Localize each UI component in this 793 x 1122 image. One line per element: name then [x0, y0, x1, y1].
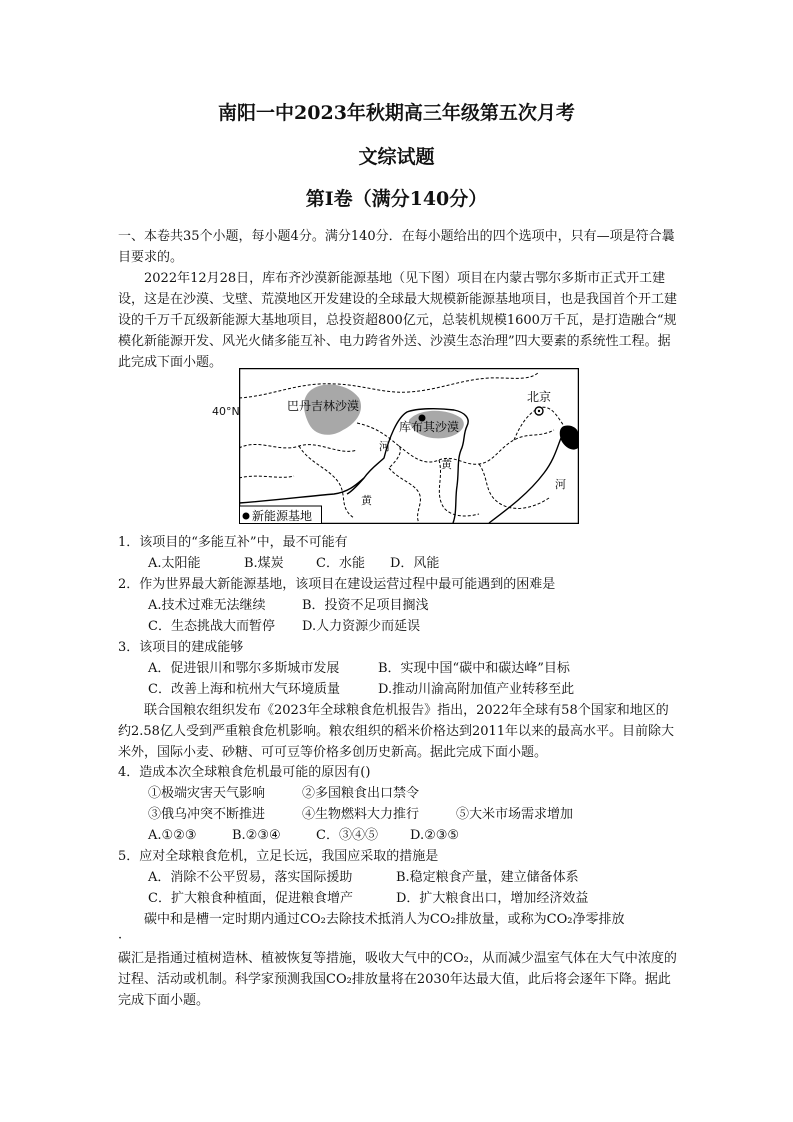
- passage-2: 联合国粮农组织发布《2023年全球粮食危机报告》指出，2022年全球有58个国家和地区的约2.58亿人受到严重粮食危机影响。粮农组织的稻米价格达到2011年以来的最高水平。目前除大米外，国际小麦、砂糖、可可豆等价格多创历史新高。据此完成下面小题。: [118, 703, 675, 760]
- q3-option-d: D.推动川渝高附加值产业转移至此: [378, 682, 575, 697]
- q2-option-b: B．投资不足项目搁浅: [302, 598, 429, 613]
- q4-item-3: ③俄乌冲突不断推进: [148, 807, 266, 822]
- q4-option-b: B.②③④: [232, 828, 281, 843]
- q4-item-2: ②多国粮食出口禁令: [302, 786, 420, 801]
- map-label-beijing: 北京: [527, 390, 552, 404]
- passage-3-body: 碳汇是指通过植树造林、植被恢复等措施，吸收大气中的CO₂，从而减少温室气体在大气中浓度的过程、活动或机制。科学家预测我国CO₂排放量将在2030年达最大值，此后将会逐年下降。据此完成下面小题。: [118, 951, 677, 1008]
- q1-option-c: C．水能: [316, 556, 365, 571]
- q4-item-5: ⑤大米市场需求增加: [456, 807, 574, 822]
- exam-title: 南阳一中2023年秋期高三年级第五次月考: [218, 102, 575, 124]
- q4-option-c: C．③④⑤: [316, 828, 378, 843]
- subject-title: 文综试题: [358, 146, 435, 168]
- q2-stem: 2．作为世界最大新能源基地，该项目在建设运营过程中最可能遇到的困难是: [118, 577, 556, 592]
- q2-option-a: A.技术过难无法继续: [148, 598, 266, 613]
- q5-option-c: C．扩大粮食种植面，促进粮食增产: [148, 891, 353, 906]
- map-label-river-he1: 河: [379, 440, 390, 453]
- q1-option-d: D．风能: [390, 556, 440, 571]
- q4-item-4: ④生物燃料大力推行: [302, 807, 420, 822]
- q2-option-c: C．生态挑战大而暂停: [148, 619, 275, 634]
- map-latitude-label: 40°N: [212, 405, 240, 418]
- q5-stem: 5．应对全球粮食危机，立足长远，我国应采取的措施是: [118, 849, 439, 864]
- map-figure: [239, 368, 579, 524]
- q4-stem: 4．造成本次全球粮食危机最可能的原因有(): [118, 765, 371, 780]
- q5-option-b: B.稳定粮食产量，建立储备体系: [396, 870, 579, 885]
- passage-3-line-1: 碳中和是槽一定时期内通过CO₂去除技术抵消人为CO₂排放量，或称为CO₂净零排放: [144, 912, 625, 927]
- q3-stem: 3．该项目的建成能够: [118, 640, 244, 655]
- q1-option-b: B.煤炭: [244, 556, 284, 571]
- map-legend-label: 新能源基地: [252, 509, 313, 523]
- map-label-kubuqi: 库布其沙漠: [399, 420, 460, 434]
- q4-option-d: D.②③⑤: [410, 828, 460, 843]
- instructions: 一、本卷共35个小题，每小题4分。满分140分．在每小题给出的四个选项中，只有—项是符合曩目要求的。: [118, 229, 675, 265]
- map-label-badain: 巴丹吉林沙漠: [287, 399, 360, 413]
- q3-option-c: C．改善上海和杭州大气环境质量: [148, 682, 340, 697]
- legend-dot-icon: [243, 513, 250, 520]
- q1-stem: 1．该项目的“多能互补”中，最不可能有: [118, 535, 348, 550]
- q1-option-a: A.太阳能: [148, 556, 201, 571]
- map-label-river-huang1: 黄: [441, 458, 452, 471]
- part-title: 第Ⅰ卷（满分140分）: [305, 188, 488, 210]
- q5-option-a: A．消除不公平贸易，落实国际援助: [148, 870, 353, 885]
- passage-3-dot: ·: [118, 931, 123, 946]
- q2-option-d: D.人力资源少而延误: [302, 619, 421, 634]
- q3-option-b: B．实现中国“碳中和碳达峰”目标: [378, 661, 570, 676]
- map-label-river-he2: 河: [555, 478, 566, 491]
- passage-1: 2022年12月28日，库布齐沙漠新能源基地（见下图）项目在内蒙古鄂尔多斯市正式开工建设，这是在沙漠、戈壁、荒漠地区开发建设的全球最大规模新能源基地项目，也是我国首个开工建设的千万千瓦级新能源大基地项目，总投资超800亿元，总装机规模1600万千瓦，是打造融合“规模化新能源开发、风光火储多能互补、电力跨省外送、沙漠生态治理”四大要素的系统性工程。据此完成下面小题。: [118, 271, 678, 370]
- q4-item-1: ①极端灾害天气影响: [148, 786, 266, 801]
- map-label-river-huang2: 黄: [361, 494, 372, 507]
- q3-option-a: A．促进银川和鄂尔多斯城市发展: [148, 661, 340, 676]
- q4-option-a: A.①②③: [148, 828, 197, 843]
- q5-option-d: D．扩大粮食出口，增加经济效益: [396, 891, 589, 906]
